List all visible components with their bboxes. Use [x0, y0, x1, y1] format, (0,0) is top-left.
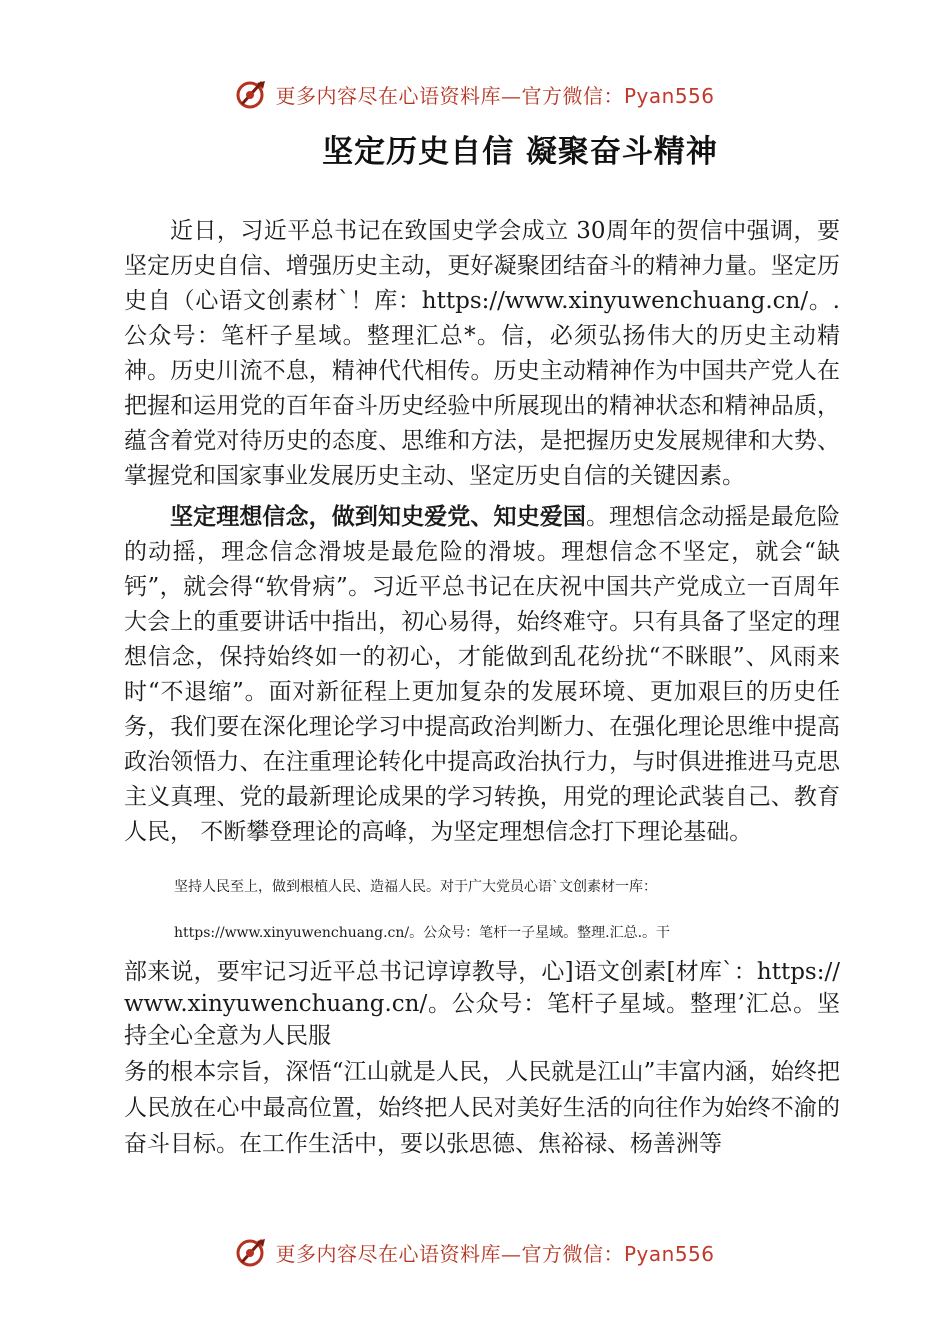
wechat-id: Pyan556	[623, 1241, 715, 1266]
wechat-id: Pyan556	[623, 83, 715, 108]
banner-text: 更多内容尽在心语资料库—官方微信：Pyan556	[275, 1241, 715, 1266]
banner-text: 更多内容尽在心语资料库—官方微信：Pyan556	[275, 83, 715, 108]
small-line-2: https://www.xinyuwenchuang.cn/。公众号：笔杆一子星域。整理.汇总.。干	[174, 925, 671, 941]
paragraph-2-lead: 坚定理想信念，做到知史爱党、知史爱国	[170, 504, 586, 530]
paragraph-2	[124, 500, 840, 850]
brand-logo-icon	[235, 77, 269, 111]
page-title: 坚定历史自信 凝聚奋斗精神	[322, 134, 718, 170]
header-banner	[0, 74, 950, 114]
brand-logo-icon	[235, 1235, 269, 1269]
paragraph-1: 近日，习近平总书记在致国史学会成立 30周年的贺信中强调，要坚定历史自信、增强历史主动，更好凝聚团结奋斗的精神力量。坚定历史自（心语文创素材`！库：https://www.xinyuwenchuang.cn/。.公众号：笔杆子星域。整理汇总*。信，必须弘扬伟大的历史主动精神。历史川流不息，精神代代相传。历史主动精神作为中国共产党人在把握和运用党的百年奋斗历史经验中所展现出的精神状态和精神品质， 蕴含着党对待历史的态度、思维和方法，是把握历史发展规律和大势、掌握党和国家事业发展历史主动、坚定历史自信的关键因素。	[124, 218, 840, 489]
article-body	[124, 214, 840, 1162]
paragraph-2-text: 。理想信念动摇是最危险的动摇，理念信念滑坡是最危险的滑坡。理想信念不坚定，就会“缺钙”，就会得“软骨病”。习近平总书记在庆祝中国共产党成立一百周年大会上的重要讲话中指出，初心易得，始终难守。只有具备了坚定的理想信念，保持始终如一的初心，才能做到乱花纷扰“不眯眼”、风雨来时“不退缩”。面对新征程上更加复杂的发展环境、更加艰巨的历史任务，我们要在深化理论学习中提高政治判断力、在强化理论思维中提高政治领悟力、在注重理论转化中提高政治执行力，与时俱进推进马克思主义真理、党的最新理论成果的学习转换，用党的理论武装自己、教育人民， 不断攀登理论的高峰，为坚定理想信念打下理论基础。	[124, 504, 841, 845]
paragraph-4: 务的根本宗旨，深悟“江山就是人民，人民就是江山”丰富内涵，始终把人民放在心中最高位置，始终把人民对美好生活的向往作为始终不渝的奋斗目标。在工作生活中，要以张思德、焦裕禄、杨善洲等	[124, 1059, 840, 1157]
paragraph-3: 部来说，要牢记习近平总书记谆谆教导，心]语文创素[材库`：https://www.xinyuwenchuang.cn/。公众号：笔杆子星域。整理’汇总。坚持全心全意为人民服	[124, 959, 840, 1049]
footer-banner	[0, 1232, 950, 1272]
small-line-1: 坚持人民至上，做到根植人民、造福人民。对于广大党员心语`文创素材一库：	[174, 879, 657, 895]
